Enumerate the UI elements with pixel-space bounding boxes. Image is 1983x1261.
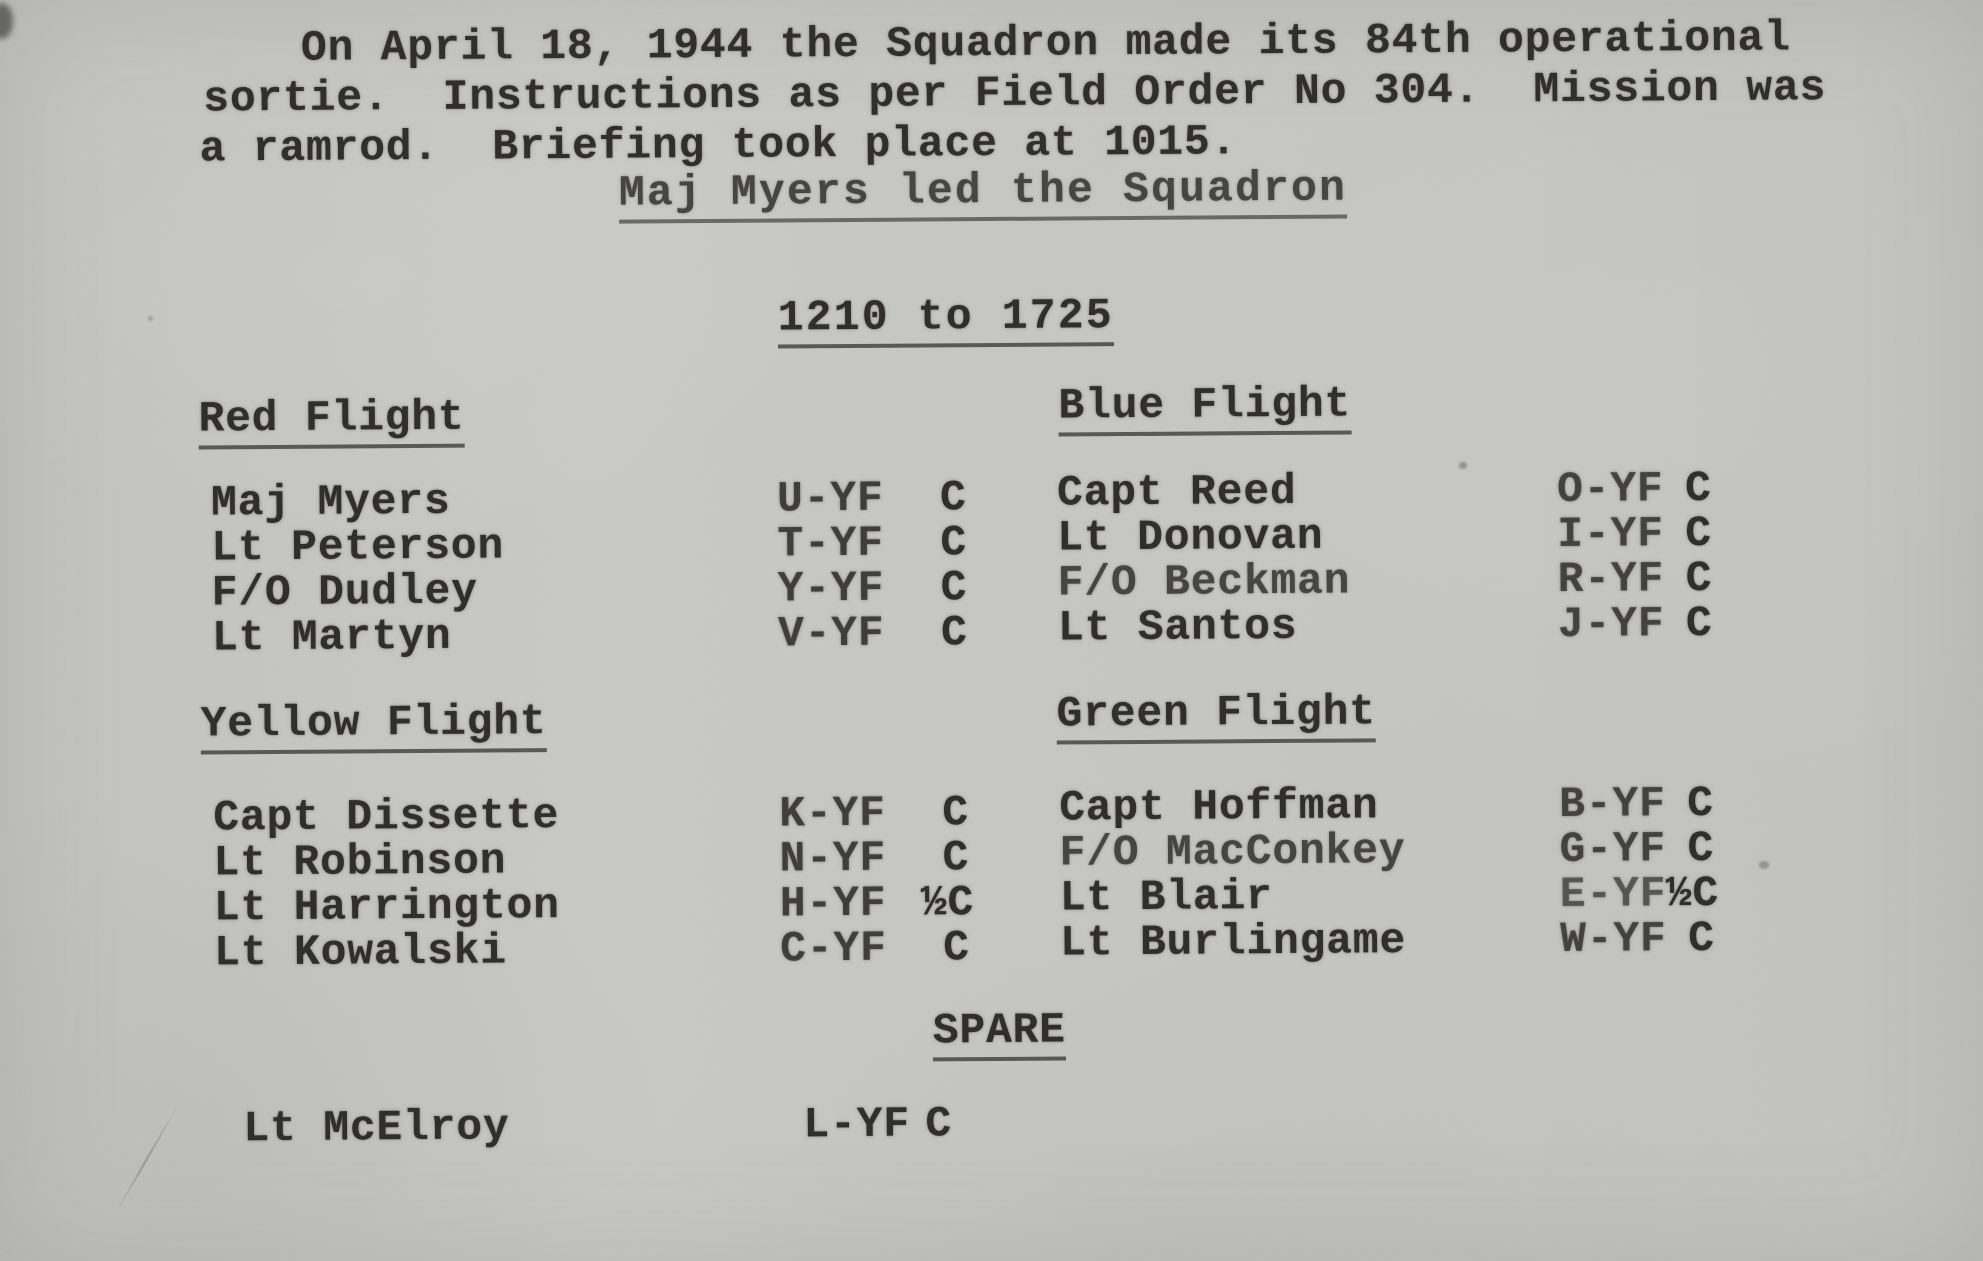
sortie-status: C (1687, 823, 1715, 874)
ink-speck (1759, 861, 1769, 869)
flight-header-red: Red Flight (198, 395, 464, 450)
pilot-name: Lt Peterson (211, 521, 505, 573)
sortie-status: C (940, 608, 968, 658)
pilot-name: Capt Reed (1056, 466, 1297, 518)
sortie-status: C (1685, 598, 1713, 649)
sortie-status: C (939, 473, 967, 523)
aircraft-code: O-YF (1556, 464, 1664, 515)
pilot-name: Lt Robinson (213, 836, 507, 888)
paragraph-line: On April 18, 1944 the Squadron made its 84th operational (300, 13, 1791, 73)
aircraft-code: B-YF (1559, 779, 1666, 830)
pilot-name: Lt Santos (1057, 601, 1298, 653)
pilot-name: Maj Myers (210, 476, 451, 528)
sortie-status: C (940, 518, 968, 568)
pilot-name: Lt McElroy (243, 1102, 510, 1154)
pilot-name: Lt Blair (1059, 872, 1273, 923)
sortie-status: C (1685, 508, 1713, 559)
sortie-status: C (942, 788, 970, 838)
sortie-status: ½C (1665, 868, 1720, 919)
ink-speck (148, 316, 153, 321)
aircraft-code: R-YF (1557, 554, 1665, 605)
aircraft-code: I-YF (1557, 509, 1664, 560)
aircraft-code: K-YF (779, 788, 886, 839)
pilot-name: F/O Beckman (1057, 556, 1351, 608)
aircraft-code: G-YF (1559, 824, 1667, 875)
pilot-name: Lt Harrington (213, 881, 560, 933)
pilot-name: Lt Donovan (1057, 511, 1324, 563)
sortie-status: C (1684, 463, 1712, 514)
time-heading: 1210 to 1725 (778, 293, 1114, 348)
pilot-name: F/O MacConkey (1059, 826, 1406, 878)
sortie-status: C (1685, 553, 1713, 604)
flight-header-blue: Blue Flight (1058, 381, 1351, 436)
sortie-status: C (1687, 778, 1715, 829)
aircraft-code: L-YF (803, 1099, 911, 1150)
paragraph-line: a ramrod. Briefing took place at 1015. (199, 117, 1238, 174)
ink-speck (1459, 462, 1467, 469)
sortie-status: ½C (920, 878, 975, 928)
paragraph-line: sortie. Instructions as per Field Order No 304. Mission was (203, 63, 1827, 124)
spare-heading: SPARE (933, 1007, 1066, 1061)
pilot-name: F/O Dudley (211, 566, 478, 618)
aircraft-code: N-YF (779, 833, 887, 884)
sortie-status: C (940, 563, 968, 613)
aircraft-code: J-YF (1557, 599, 1665, 650)
aircraft-code: C-YF (780, 923, 887, 974)
leader-heading: Maj Myers led the Squadron (619, 166, 1347, 224)
sortie-status: C (943, 923, 970, 973)
sortie-status: C (925, 1099, 953, 1149)
aircraft-code: T-YF (777, 518, 884, 569)
aircraft-code: V-YF (777, 608, 885, 659)
flight-header-green: Green Flight (1056, 689, 1376, 744)
pilot-name: Lt Kowalski (214, 926, 508, 978)
aircraft-code: U-YF (776, 473, 884, 524)
aircraft-code: E-YF (1559, 869, 1667, 920)
aircraft-code: W-YF (1560, 914, 1667, 965)
pilot-name: Lt Martyn (211, 611, 452, 663)
aircraft-code: Y-YF (777, 563, 885, 614)
flight-header-yellow: Yellow Flight (200, 699, 546, 754)
roster-row (3, 1094, 1983, 1153)
pilot-name: Capt Dissette (213, 791, 560, 843)
pilot-name: Lt Burlingame (1060, 916, 1407, 968)
sortie-status: C (1687, 913, 1715, 964)
aircraft-code: H-YF (779, 878, 887, 929)
sortie-status: C (942, 833, 970, 883)
pilot-name: Capt Hoffman (1059, 781, 1379, 833)
